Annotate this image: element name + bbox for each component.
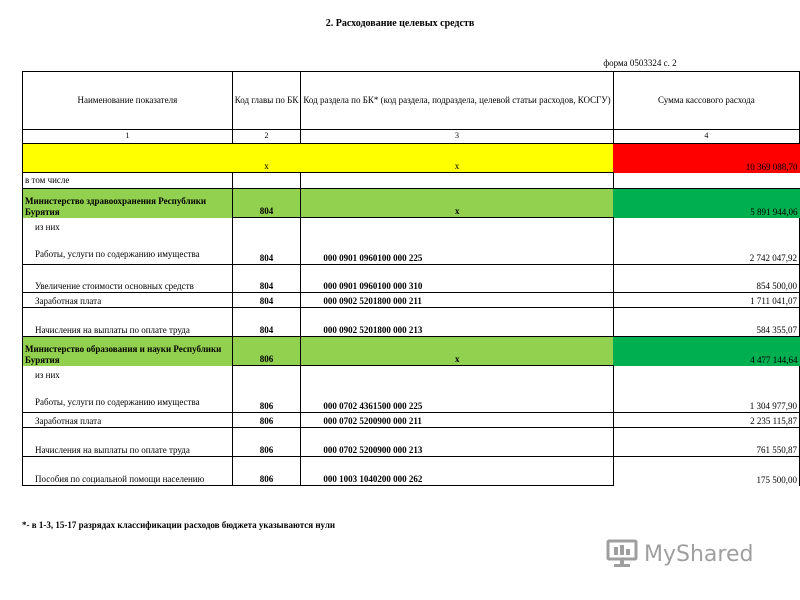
row-amount: 1 304 977,90 — [613, 366, 799, 413]
row-section-code: 000 1003 1040200 000 262 — [301, 457, 613, 486]
ministry-chapter-code: 806 — [232, 337, 301, 366]
presentation-icon — [606, 538, 638, 570]
ministry-amount: 5 891 944,06 — [613, 189, 799, 218]
column-number: 3 — [301, 130, 613, 144]
ministry-amount: 4 477 144,64 — [613, 337, 799, 366]
row-name-text: Работы, услуги по содержанию имущества — [35, 248, 200, 259]
table-row — [23, 293, 800, 308]
row-chapter-code: 804 — [232, 218, 301, 265]
ministry-row — [23, 189, 800, 218]
including-row — [23, 173, 800, 189]
table-row — [23, 218, 800, 265]
header-chapter-code: Код главы по БК — [232, 72, 301, 130]
row-chapter-code: 806 — [232, 428, 301, 457]
row-name: Заработная плата — [23, 413, 233, 428]
column-number: 1 — [23, 130, 233, 144]
row-chapter-code: 806 — [232, 366, 301, 413]
header-cash-amount: Сумма кассового расхода — [613, 72, 799, 130]
ministry-chapter-code: 804 — [232, 189, 301, 218]
ministry-name: Министерство образования и науки Республики Бурятия — [23, 337, 233, 366]
row-name: Начисления на выплаты по оплате труда — [23, 428, 233, 457]
table-row — [23, 265, 800, 293]
row-section-code: 000 0702 5200900 000 213 — [301, 428, 613, 457]
ministry-row — [23, 337, 800, 366]
total-amount: 10 369 088,70 — [613, 144, 799, 173]
of-which-label: из них — [35, 221, 60, 232]
total-section-code: х — [301, 144, 613, 173]
table-row — [23, 413, 800, 428]
page-title: 2. Расходование целевых средств — [325, 18, 475, 29]
row-chapter-code: 806 — [232, 413, 301, 428]
expenditure-table — [22, 71, 800, 486]
row-chapter-code: 806 — [232, 457, 301, 486]
row-section-code: 000 0902 5201800 000 213 — [301, 308, 613, 337]
row-name — [23, 366, 233, 413]
column-number: 2 — [232, 130, 301, 144]
empty-cell — [301, 173, 613, 189]
row-amount: 584 355,07 — [613, 308, 799, 337]
column-number-row — [23, 130, 800, 144]
row-name: Увеличение стоимости основных средств — [23, 265, 233, 293]
row-name: Пособия по социальной помощи населению — [23, 457, 233, 486]
watermark-text: MyShared — [644, 541, 754, 567]
row-section-code: 000 0901 0960100 000 225 — [301, 218, 613, 265]
row-name-text: Работы, услуги по содержанию имущества — [35, 396, 200, 407]
row-section-code: 000 0702 4361500 000 225 — [301, 366, 613, 413]
column-number: 4 — [613, 130, 799, 144]
row-chapter-code: 804 — [232, 308, 301, 337]
ministry-name: Министерство здравоохранения Республики Бурятия — [23, 189, 233, 218]
ministry-section-code: х — [301, 337, 613, 366]
header-section-code: Код раздела по БК* (код раздела, подраздела, целевой статьи расходов, КОСГУ) — [301, 72, 613, 130]
row-amount: 2 742 047,92 — [613, 218, 799, 265]
row-name: Начисления на выплаты по оплате труда — [23, 308, 233, 337]
including-label: в том числе — [23, 173, 233, 189]
table-header-row — [23, 72, 800, 130]
row-amount: 854 500,00 — [613, 265, 799, 293]
table-row — [23, 428, 800, 457]
row-chapter-code: 804 — [232, 265, 301, 293]
row-amount: 1 711 041,07 — [613, 293, 799, 308]
empty-cell — [232, 173, 301, 189]
form-code: форма 0503324 с. 2 — [603, 58, 677, 68]
table-row — [23, 308, 800, 337]
row-amount: 175 500,00 — [613, 457, 799, 486]
total-name-cell — [23, 144, 233, 173]
row-amount: 2 235 115,87 — [613, 413, 799, 428]
header-indicator-name: Наименование показателя — [23, 72, 233, 130]
watermark — [606, 536, 753, 572]
ministry-section-code: х — [301, 189, 613, 218]
row-section-code: 000 0702 5200900 000 211 — [301, 413, 613, 428]
table-row — [23, 366, 800, 413]
of-which-label: из них — [35, 369, 60, 380]
row-name: Заработная плата — [23, 293, 233, 308]
row-section-code: 000 0902 5201800 000 211 — [301, 293, 613, 308]
row-amount: 761 550,87 — [613, 428, 799, 457]
footnote: *- в 1-3, 15-17 разрядах классификации расходов бюджета указываются нули — [22, 520, 336, 530]
total-row — [23, 144, 800, 173]
table-row — [23, 457, 800, 486]
row-chapter-code: 804 — [232, 293, 301, 308]
total-chapter-code: х — [232, 144, 301, 173]
row-section-code: 000 0901 0960100 000 310 — [301, 265, 613, 293]
row-name — [23, 218, 233, 265]
empty-cell — [613, 173, 799, 189]
